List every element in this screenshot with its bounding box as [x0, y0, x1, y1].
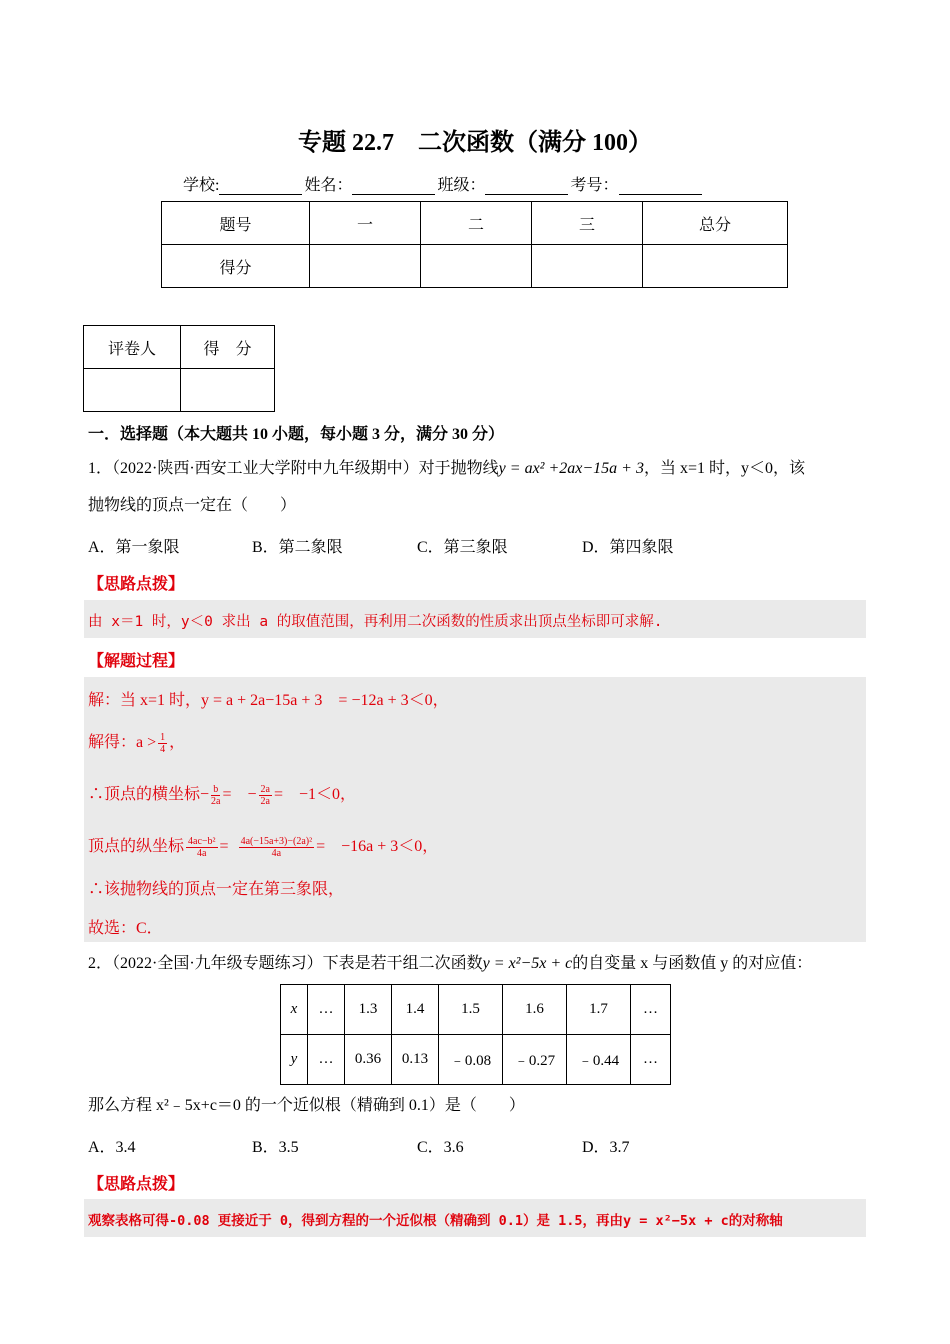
table-cell: …	[631, 985, 671, 1035]
q1-solution-label: 【解题过程】	[88, 653, 185, 670]
score-cell[interactable]	[310, 245, 421, 288]
q1-option-d[interactable]: D．第四象限	[582, 539, 674, 556]
fraction	[186, 836, 218, 859]
q2-hint-text: 观察表格可得-0.08 更接近于 0，得到方程的一个近似根（精确到 0.1）是 1.5，再由y = x²−5x + c的对称轴	[88, 1213, 783, 1229]
grader-cell[interactable]	[181, 369, 275, 412]
score-header: 一	[310, 202, 421, 245]
q2-stem-line1	[88, 953, 812, 975]
denominator: 2a	[260, 795, 270, 807]
grader-header: 评卷人	[84, 326, 181, 369]
denominator: 4a	[271, 847, 282, 859]
q1-source: 1．（2022·陕西·西安工业大学附中九年级期中）对于抛物线	[88, 460, 499, 477]
q2-hint-label: 【思路点拨】	[88, 1176, 185, 1193]
table-cell: …	[631, 1035, 671, 1085]
q1-stem-line2: 抛物线的顶点一定在（ ）	[88, 497, 297, 514]
table-cell: ﹣0.08	[439, 1035, 503, 1085]
score-row-label: 得分	[162, 245, 310, 288]
q1-option-c[interactable]: C．第三象限	[417, 539, 508, 556]
score-header: 题号	[162, 202, 310, 245]
table-cell: x	[281, 985, 308, 1035]
numerator: 4ac−b²	[188, 835, 216, 847]
q2-formula: y = x²−5x + c	[482, 955, 573, 972]
grader-header: 得 分	[181, 326, 275, 369]
score-cell[interactable]	[421, 245, 532, 288]
table-cell: …	[308, 1035, 345, 1085]
id-label: 考号：	[570, 177, 619, 194]
fraction	[259, 784, 272, 807]
solution-line	[88, 833, 438, 859]
q2-source: 2．（2022·全国·九年级专题练习）下表是若干组二次函数	[88, 955, 483, 972]
school-blank[interactable]	[219, 178, 302, 195]
numerator: 2a	[260, 783, 270, 795]
name-label: 姓名：	[304, 177, 353, 194]
q1-condition: ，当 x=1 时，y＜0，该	[643, 460, 805, 477]
class-blank[interactable]	[485, 178, 568, 195]
table-cell: ﹣0.44	[567, 1035, 631, 1085]
solution-text: 顶点的纵坐标	[88, 838, 185, 855]
grader-cell[interactable]	[84, 369, 181, 412]
fraction	[239, 836, 315, 859]
q1-hint-label: 【思路点拨】	[88, 576, 185, 593]
solution-line: 解：当 x=1 时，y = a + 2a−15a + 3 = −12a + 3＜0，	[88, 692, 449, 709]
q2-option-b[interactable]: B．3.5	[252, 1139, 299, 1156]
table-cell: 1.3	[345, 985, 392, 1035]
q2-option-d[interactable]: D．3.7	[582, 1139, 630, 1156]
fraction	[158, 732, 167, 755]
solution-line: 故选：C．	[88, 920, 163, 937]
q2-description: 的自变量 x 与函数值 y 的对应值：	[572, 955, 813, 972]
q1-hint-box	[84, 600, 866, 638]
class-label: 班级：	[437, 177, 486, 194]
score-cell[interactable]	[643, 245, 788, 288]
denominator: 2a	[211, 795, 221, 807]
q2-stem-line2: 那么方程 x²﹣5x+c＝0 的一个近似根（精确到 0.1）是（ ）	[88, 1097, 525, 1114]
name-blank[interactable]	[352, 178, 435, 195]
q2-hint-box	[84, 1199, 866, 1237]
solution-text: =	[219, 838, 229, 855]
score-header: 总分	[643, 202, 788, 245]
solution-text: ∴顶点的横坐标−	[88, 786, 210, 803]
score-header: 二	[421, 202, 532, 245]
table-cell: 1.6	[503, 985, 567, 1035]
numerator: 1	[160, 731, 166, 743]
id-blank[interactable]	[619, 178, 702, 195]
q2-option-c[interactable]: C．3.6	[417, 1139, 464, 1156]
q1-stem-line1	[88, 458, 805, 480]
table-cell: 1.4	[392, 985, 439, 1035]
denominator: 4	[160, 743, 166, 755]
table-cell: y	[281, 1035, 308, 1085]
solution-line: ∴该抛物线的顶点一定在第三象限，	[88, 881, 345, 898]
solution-text: = −	[222, 786, 257, 803]
solution-line	[88, 781, 356, 807]
numerator: 4a(−15a+3)−(2a)²	[240, 835, 313, 847]
fraction	[211, 784, 220, 807]
solution-text: 解得：a >	[88, 734, 157, 751]
denominator: 4a	[197, 847, 207, 859]
q2-option-a[interactable]: A．3.4	[88, 1139, 136, 1156]
school-label: 学校:	[183, 177, 220, 194]
solution-line: 解得：a > $\frac{1}{4}$ ，	[88, 731, 186, 755]
q1-hint-text: 由 x＝1 时，y＜0 求出 a 的取值范围，再利用二次函数的性质求出顶点坐标即可求解.	[88, 614, 663, 630]
q1-solution-box	[84, 677, 866, 942]
score-table	[161, 201, 788, 288]
table-cell: …	[308, 985, 345, 1035]
page-title: 专题 22.7 二次函数（满分 100）	[298, 130, 652, 156]
table-cell: ﹣0.27	[503, 1035, 567, 1085]
table-cell: 0.13	[392, 1035, 439, 1085]
table-cell: 1.7	[567, 985, 631, 1035]
solution-text: = −1＜0，	[274, 786, 357, 803]
q1-option-b[interactable]: B．第二象限	[252, 539, 343, 556]
student-info-line	[183, 172, 704, 195]
solution-text: = −16a + 3＜0，	[316, 838, 439, 855]
section-title: 一．选择题（本大题共 10 小题，每小题 3 分，满分 30 分）	[88, 426, 505, 443]
table-row	[281, 985, 671, 1035]
score-header: 三	[532, 202, 643, 245]
q1-formula: y = ax² +2ax−15a + 3	[498, 460, 644, 477]
table-cell: 1.5	[439, 985, 503, 1035]
table-cell: 0.36	[345, 1035, 392, 1085]
grader-table	[83, 325, 275, 412]
numerator: b	[211, 784, 220, 796]
score-cell[interactable]	[532, 245, 643, 288]
table-row	[281, 1035, 671, 1085]
q1-option-a[interactable]: A．第一象限	[88, 539, 180, 556]
q2-value-table	[280, 984, 671, 1085]
